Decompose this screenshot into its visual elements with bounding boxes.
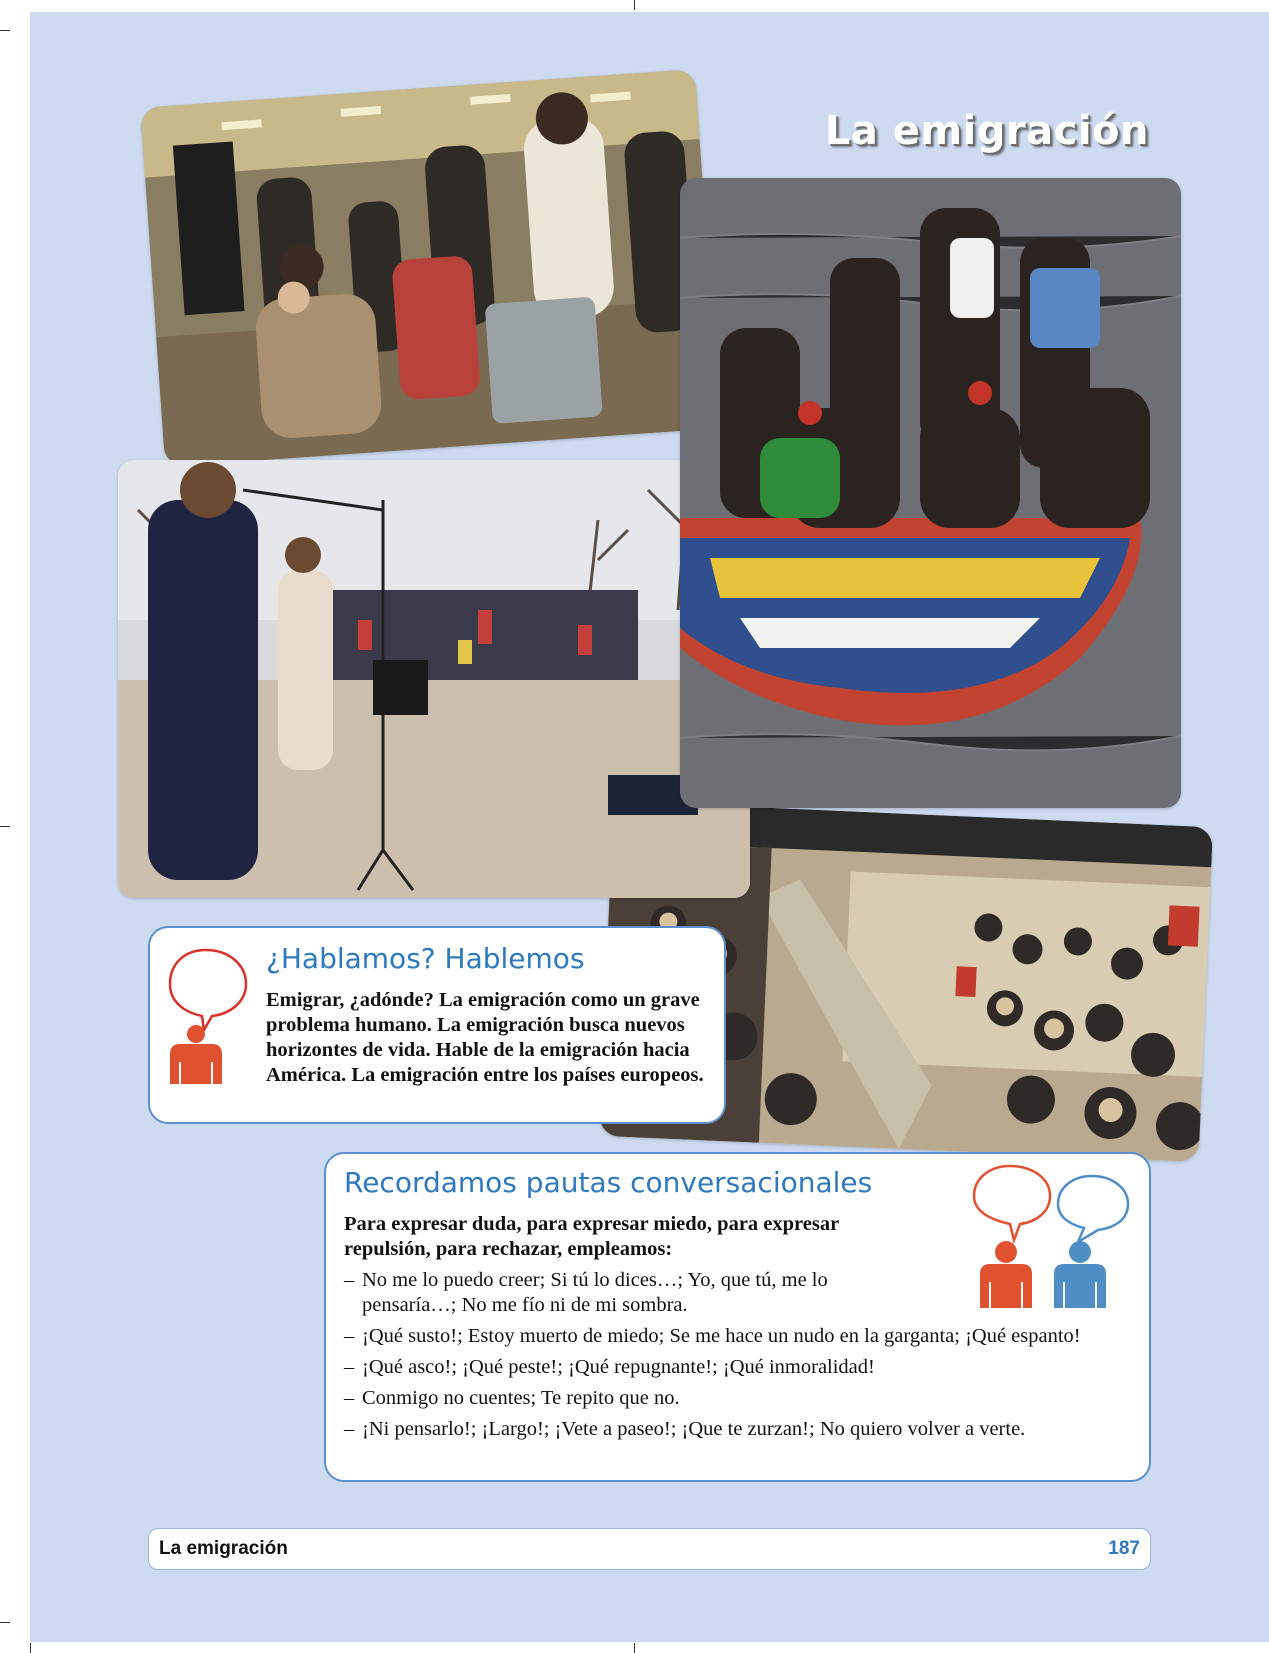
photo-icon [118,460,750,898]
hablamos-body: Emigrar, ¿adónde? La emigración como un grave problema humano. La emigración busca nuevos horizontes de vida. Hable de la emigración hacia América. La emigración entre los países europeos. [266,989,704,1086]
page-number: 187 [1108,1538,1140,1559]
crop-mark [0,30,10,31]
page-footer [148,1528,1151,1570]
photo-icon [140,69,720,467]
photo-airport [140,69,720,467]
crop-mark [634,1643,635,1653]
page-title: La emigración [824,108,1149,154]
list-item: – No me lo puedo creer; Si tú lo dices…; Yo, que tú, me lo pensaría…; No me fío ni de mi sombra. [344,1269,828,1316]
crop-mark [634,0,635,10]
list-item: – Conmigo no cuentes; Te repito que no. [344,1387,680,1409]
photo-speaker-crowd [118,460,750,898]
recordamos-box [324,1152,1151,1482]
speaker-icon [158,944,254,1088]
footer-section-title: La emigración [159,1538,288,1559]
recordamos-heading: Recordamos pautas conversacionales [344,1166,873,1199]
photo-boat [680,178,1181,808]
list-item: – ¡Qué susto!; Estoy muerto de miedo; Se me hace un nudo en la garganta; ¡Qué espanto! [344,1325,1081,1347]
list-item: – ¡Ni pensarlo!; ¡Largo!; ¡Vete a paseo!; ¡Que te zurzan!; No quiero volver a verte. [344,1418,1026,1440]
crop-mark [0,826,10,827]
list-item: – ¡Qué asco!; ¡Qué peste!; ¡Qué repugnante!; ¡Qué inmoralidad! [344,1356,875,1378]
hablamos-box [148,926,726,1124]
crop-mark [30,1643,31,1653]
photo-icon [680,178,1181,808]
recordamos-intro: Para expresar duda, para expresar miedo, para expresar repulsión, para rechazar, empleamos: [344,1213,839,1260]
hablamos-heading: ¿Hablamos? Hablemos [266,942,585,975]
expression-list [344,1268,1124,1448]
crop-mark [0,1622,10,1623]
